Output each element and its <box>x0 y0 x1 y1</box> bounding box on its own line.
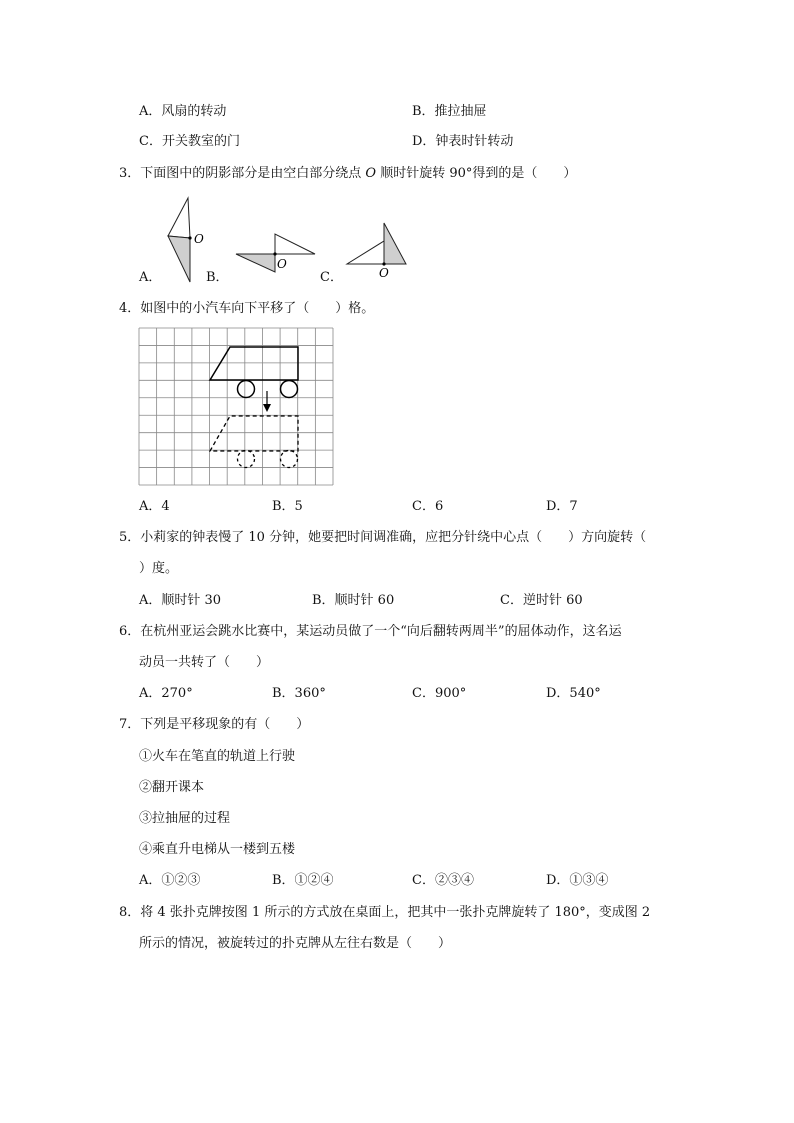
q3-figure-a <box>160 196 210 286</box>
q3a-point-label: O <box>194 232 204 246</box>
q3c-shaded-triangle <box>384 223 406 264</box>
q3-option-a-label: A． <box>139 270 162 285</box>
q2-option-d: D．钟表时针转动 <box>412 134 514 149</box>
q7-item-4: ④乘直升电梯从一楼到五楼 <box>139 842 296 857</box>
q7-item-1: ①火车在笔直的轨道上行驶 <box>139 749 296 764</box>
q3a-point-o <box>188 236 191 239</box>
q3-stem-pre: 3．下面图中的阴影部分是由空白部分绕点 <box>119 166 366 181</box>
q3b-point-o <box>273 252 276 255</box>
q4-option-b: B．5 <box>272 499 303 514</box>
q2-option-b: B．推拉抽屉 <box>412 104 487 119</box>
q4-car-wheel-left-moved <box>238 451 255 468</box>
q6-stem-line1: 6．在杭州亚运会跳水比赛中，某运动员做了一个“向后翻转两周半”的屈体动作，这名运 <box>119 624 622 639</box>
q6-option-c: C．900° <box>412 686 467 701</box>
q6-option-b: B．360° <box>272 686 326 701</box>
q3-figure-c <box>346 221 416 281</box>
q3-stem <box>119 166 576 182</box>
q4-car-body-original <box>210 347 298 380</box>
q4-stem: 4．如图中的小汽车向下平移了（ ）格。 <box>119 301 375 316</box>
q5-option-b: B．顺时针 60 <box>312 593 395 608</box>
q3b-shaded-triangle <box>236 254 275 272</box>
q7-stem: 7．下列是平移现象的有（ ） <box>119 717 310 732</box>
q2-option-c: C．开关教室的门 <box>139 134 240 149</box>
q7-option-d: D．①③④ <box>546 873 609 888</box>
q6-option-d: D．540° <box>546 686 601 701</box>
q5-option-a: A．顺时针 30 <box>139 593 222 608</box>
q7-option-b: B．①②④ <box>272 873 334 888</box>
q3-option-c-label: C． <box>320 270 343 285</box>
q2-option-a: A．风扇的转动 <box>139 104 227 119</box>
q3-stem-point: O <box>365 166 377 181</box>
q4-car-wheel-right-original <box>281 381 298 398</box>
q8-stem-line1: 8．将 4 张扑克牌按图 1 所示的方式放在桌面上，把其中一张扑克牌旋转了 180°，变成图 2 <box>119 905 651 920</box>
q3-stem-post: 顺时针旋转 90°得到的是（ ） <box>376 166 577 181</box>
q3b-point-label: O <box>277 257 287 271</box>
q7-option-c: C．②③④ <box>412 873 474 888</box>
q7-item-3: ③拉抽屉的过程 <box>139 811 231 826</box>
q6-stem-line2: 动员一共转了（ ） <box>139 655 270 670</box>
q4-car-body-moved <box>210 416 298 451</box>
q3-option-b-label: B． <box>206 270 229 285</box>
q3c-point-label: O <box>379 266 389 280</box>
q7-item-2: ②翻开课本 <box>139 780 205 795</box>
q4-option-d: D．7 <box>546 499 578 514</box>
q4-grid-lines <box>139 328 333 485</box>
q4-car-wheel-right-moved <box>281 451 298 468</box>
q8-stem-line2: 所示的情况，被旋转过的扑克牌从左往右数是（ ） <box>139 936 452 951</box>
q4-option-a: A．4 <box>139 499 170 514</box>
q4-grid-figure <box>139 328 334 486</box>
q5-stem-line1: 5．小莉家的钟表慢了 10 分钟，她要把时间调准确，应把分针绕中心点（ ）方向旋转（ <box>119 530 647 545</box>
q3b-blank-triangle <box>275 234 315 254</box>
q6-option-a: A．270° <box>139 686 193 701</box>
q5-stem-line2: ）度。 <box>139 561 179 576</box>
q3a-shaded-triangle <box>168 236 190 282</box>
q3-figure-b <box>235 232 320 274</box>
q4-car-wheel-left-original <box>238 381 255 398</box>
q4-down-arrow-icon <box>263 404 271 412</box>
q4-option-c: C．6 <box>412 499 444 514</box>
q7-option-a: A．①②③ <box>139 873 201 888</box>
q3c-blank-triangle <box>347 241 384 264</box>
q3a-blank-triangle <box>168 198 190 238</box>
q5-option-c: C．逆时针 60 <box>500 593 583 608</box>
